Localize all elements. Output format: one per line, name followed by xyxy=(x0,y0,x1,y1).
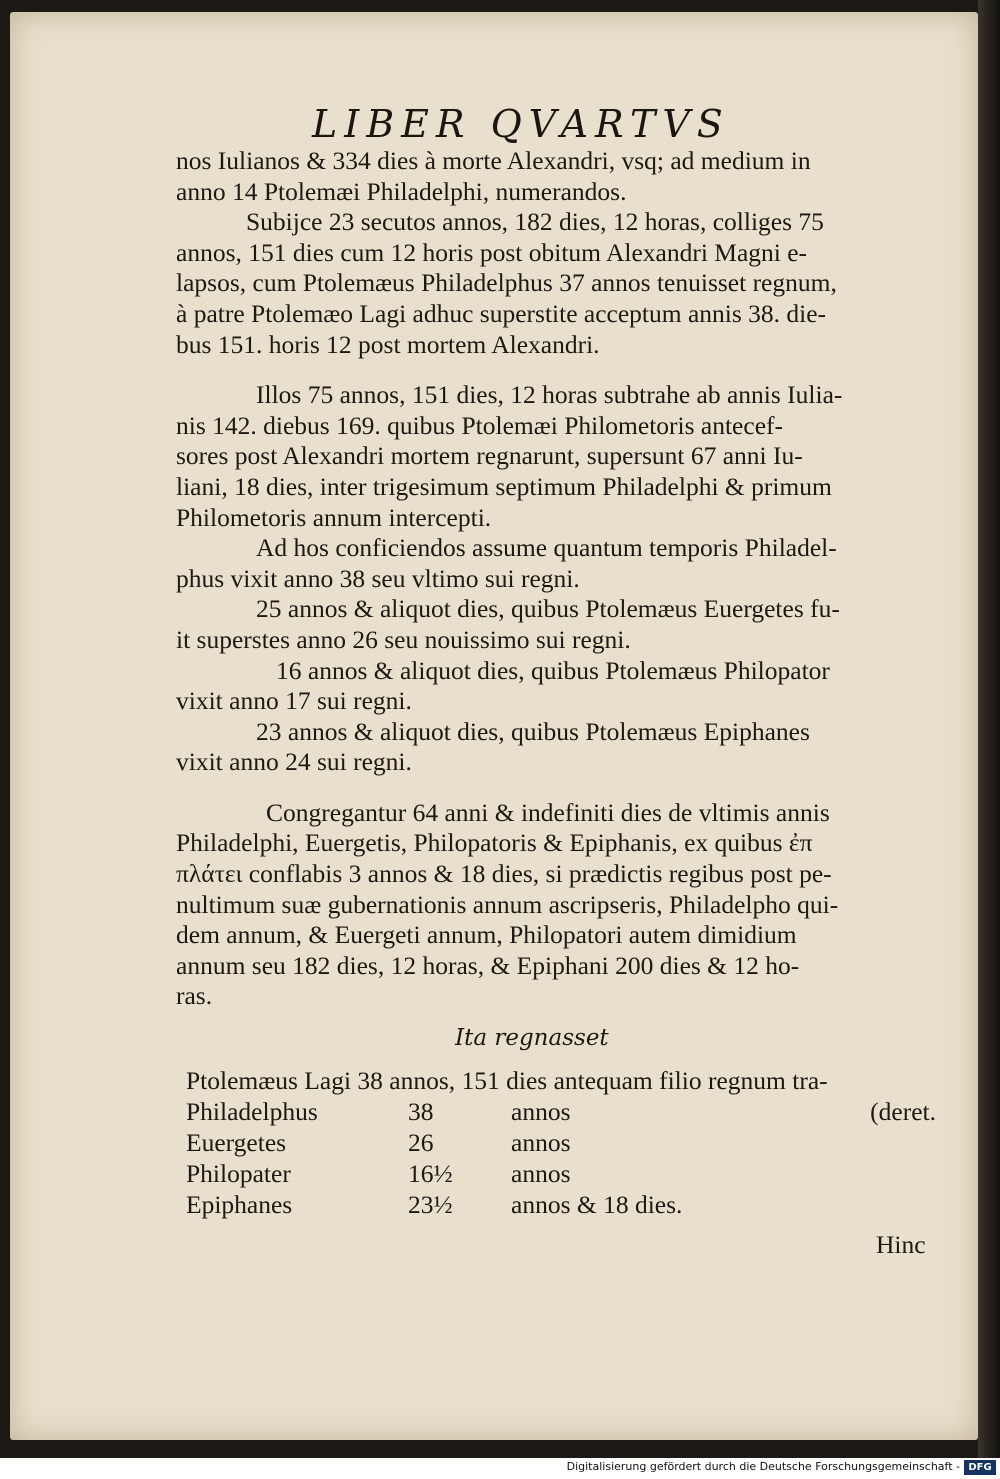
text-line: Subijce 23 secutos annos, 182 dies, 12 horas, colliges 75 xyxy=(246,207,824,237)
text-line: πλάτει conflabis 3 annos & 18 dies, si prædictis regibus post pe- xyxy=(176,859,832,889)
text-line: liani, 18 dies, inter trigesimum septimum Philadelphi & primum xyxy=(176,471,832,501)
text-line: ras. xyxy=(176,981,213,1011)
text-line: Congregantur 64 anni & indefiniti dies de vltimis annis xyxy=(266,797,830,827)
section-subhead: Ita regnasset xyxy=(455,1025,609,1051)
text-line: Ad hos conficiendos assume quantum temporis Philadel- xyxy=(256,533,837,563)
text-line: it superstes anno 26 seu nouissimo sui regni. xyxy=(176,624,631,654)
reign-years: 16½ xyxy=(408,1159,453,1188)
reign-unit: annos xyxy=(511,1097,571,1126)
text-line: nultimum suæ gubernationis annum ascripseris, Philadelpho qui- xyxy=(176,889,839,919)
reign-table xyxy=(186,1066,956,1221)
text-line: phus vixit anno 38 seu vltimo sui regni. xyxy=(176,563,580,593)
reign-unit: annos & 18 dies. xyxy=(511,1190,683,1219)
reign-king: Philadelphus xyxy=(186,1097,318,1126)
reign-row xyxy=(186,1128,956,1159)
scan-edge xyxy=(978,0,1000,1458)
text-line: 16 annos & aliquot dies, quibus Ptolemæus Philopator xyxy=(276,655,830,685)
reign-row xyxy=(186,1190,956,1221)
catchword: Hinc xyxy=(876,1230,926,1259)
text-line: Philadelphi, Euergetis, Philopatoris & Epiphanis, ex quibus ἐπ xyxy=(176,828,813,858)
text-line: Philometoris annum intercepti. xyxy=(176,502,492,532)
paragraph-gap xyxy=(176,360,946,380)
text-line: 25 annos & aliquot dies, quibus Ptolemæus Euergetes fu- xyxy=(256,594,840,624)
text-line: annos, 151 dies cum 12 horis post obitum Alexandri Magni e- xyxy=(176,237,808,267)
footer-bar xyxy=(0,1458,1000,1479)
reign-first-line: Ptolemæus Lagi 38 annos, 151 dies antequam filio regnum tra- xyxy=(186,1066,828,1095)
reign-years: 38 xyxy=(408,1097,434,1126)
text-line: lapsos, cum Ptolemæus Philadelphus 37 annos tenuisset regnum, xyxy=(176,268,837,298)
running-header: LIBER QVARTVS xyxy=(312,102,730,146)
text-line: nis 142. diebus 169. quibus Ptolemæi Philometoris antecef- xyxy=(176,410,783,440)
reign-unit: annos xyxy=(511,1128,571,1157)
dfg-logo: DFG xyxy=(964,1460,996,1475)
text-line: à patre Ptolemæo Lagi adhuc superstite acceptum annis 38. die- xyxy=(176,298,827,328)
reign-king: Philopater xyxy=(186,1159,291,1188)
reign-king: Epiphanes xyxy=(186,1190,293,1219)
text-line: nos Iulianos & 334 dies à morte Alexandri, vsq; ad medium in xyxy=(176,146,811,175)
reign-row xyxy=(186,1097,956,1128)
text-line: vixit anno 24 sui regni. xyxy=(176,747,412,777)
reign-continuation: (deret. xyxy=(870,1097,936,1126)
text-line: anno 14 Ptolemæi Philadelphi, numerandos. xyxy=(176,176,627,206)
text-line: Illos 75 annos, 151 dies, 12 horas subtrahe ab annis Iulia- xyxy=(256,380,843,410)
text-line: bus 151. horis 12 post mortem Alexandri. xyxy=(176,329,600,359)
body-text xyxy=(176,146,946,1012)
text-line: 23 annos & aliquot dies, quibus Ptolemæus Epiphanes xyxy=(256,716,810,746)
text-line: annum seu 182 dies, 12 horas, & Epiphani 200 dies & 12 ho- xyxy=(176,950,800,980)
text-line: dem annum, & Euergeti annum, Philopatori autem dimidium xyxy=(176,920,797,950)
text-line: sores post Alexandri mortem regnarunt, supersunt 67 anni Iu- xyxy=(176,441,803,471)
reign-king: Euergetes xyxy=(186,1128,287,1157)
paragraph-gap xyxy=(176,778,946,798)
reign-row xyxy=(186,1159,956,1190)
funding-notice: Digitalisierung gefördert durch die Deutsche Forschungsgemeinschaft - xyxy=(566,1460,960,1473)
text-line: vixit anno 17 sui regni. xyxy=(176,686,412,716)
reign-unit: annos xyxy=(511,1159,571,1188)
reign-years: 23½ xyxy=(408,1190,453,1219)
reign-years: 26 xyxy=(408,1128,434,1157)
